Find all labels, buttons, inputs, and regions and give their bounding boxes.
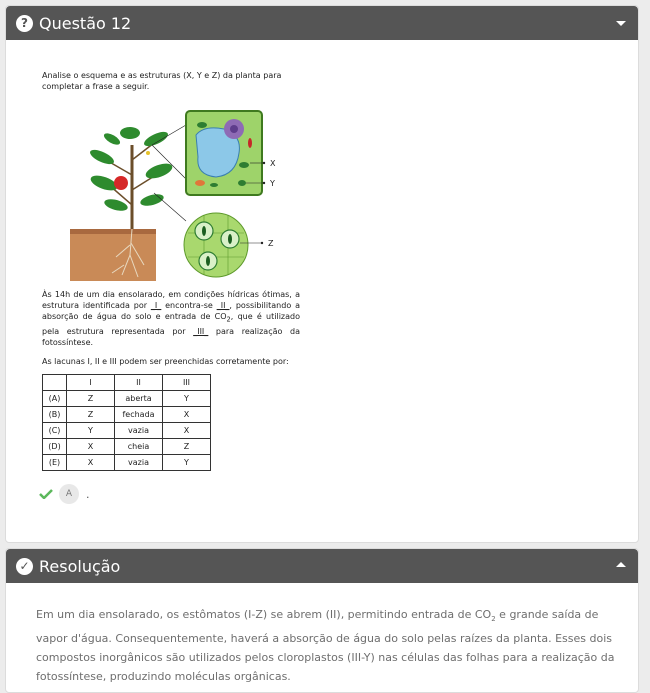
label-z: Z: [268, 239, 274, 248]
soil-image: [70, 229, 156, 281]
answer-suffix: .: [86, 487, 90, 501]
table-header-row: I II III: [43, 375, 211, 391]
label-y: Y: [270, 179, 275, 188]
resolution-text: Em um dia ensolarado, os estômatos (I-Z) se abrem (II), permitindo entrada de $CO_2$ e grande saída de vapor d'água. Consequentemente, haverá a absorção de água do solo pelas raízes da planta. Esses dois compostos inorgânicos são utilizados pelos cloroplastos (III-Y) nas células das folhas para a realização da fotossíntese, produzindo moléculas orgânicas.: [36, 608, 615, 684]
resolution-header[interactable]: [6, 549, 638, 583]
answer-badge: A: [59, 484, 79, 504]
table-row: (C) Y vazia X: [43, 423, 211, 439]
question-prompt: As lacunas I, II e III podem ser preenchidas corretamente por:: [42, 357, 289, 366]
table-row: (E) X vazia Y: [43, 455, 211, 471]
table-row: (B) Z fechada X: [43, 407, 211, 423]
question-mark-icon: ?: [16, 15, 33, 32]
blank-2: _II_: [216, 301, 230, 310]
checkmark-icon: [39, 489, 53, 499]
answer-table: [42, 374, 211, 471]
plant-cell-image: [186, 111, 262, 195]
blank-3: _III_: [193, 326, 209, 336]
chevron-up-icon[interactable]: [616, 562, 626, 567]
tomato-image: [114, 176, 128, 190]
question-panel: [5, 5, 639, 543]
selected-answer: [39, 484, 90, 504]
check-circle-icon: ✓: [16, 558, 33, 575]
plant-diagram: [64, 105, 289, 287]
blank-1: _I_: [150, 301, 162, 310]
table-row: (A) Z aberta Y: [43, 391, 211, 407]
label-x: X: [270, 159, 276, 168]
stomata-image: [184, 213, 248, 277]
question-title: Questão 12: [39, 13, 132, 33]
table-row: (D) X cheia Z: [43, 439, 211, 455]
question-intro: Analise o esquema e as estruturas (X, Y e Z) da planta para completar a frase a seguir.: [42, 71, 282, 91]
chevron-down-icon[interactable]: [616, 21, 626, 26]
resolution-panel: [5, 548, 639, 693]
resolution-title: Resolução: [39, 556, 121, 576]
question-header[interactable]: [6, 6, 638, 40]
question-paragraph: Às 14h de um dia ensolarado, em condições hídricas ótimas, a estrutura identificada por _I_ encontra-se _II_, possibilitando a absorção de água do solo e entrada de $CO_2$, que é utilizado pela estrutura representada por _III_ para realização da fotossíntese.: [42, 290, 301, 347]
